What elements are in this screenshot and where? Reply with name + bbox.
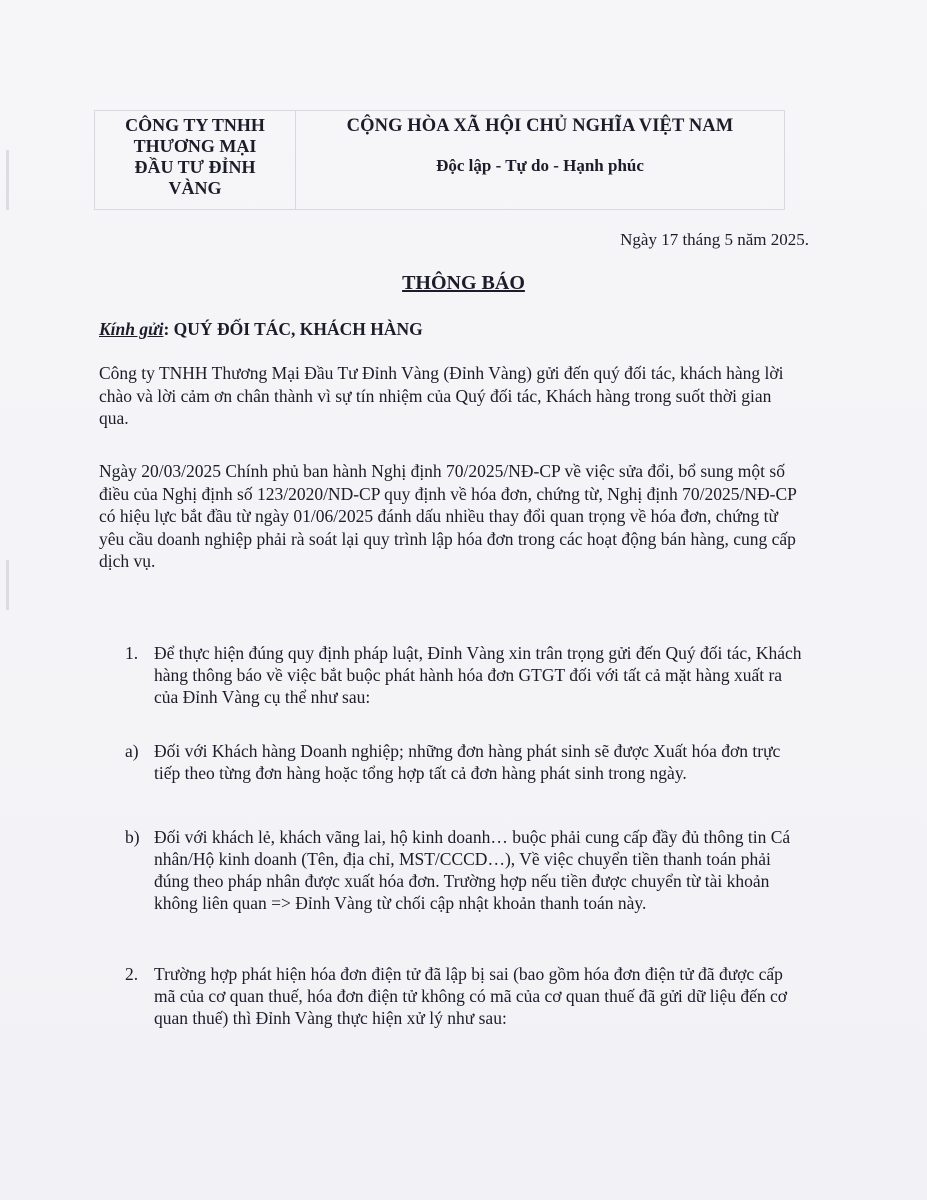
decree-paragraph: Ngày 20/03/2025 Chính phủ ban hành Nghị định 70/2025/NĐ-CP về việc sửa đổi, bổ sung một số điều của Nghị định số 123/2020/ND-CP quy định về hóa đơn, chứng từ, Nghị định 70/2025/NĐ-CP có hiệu lực bắt đầu từ ngày 01/06/2025 đánh dấu nhiều thay đổi quan trọng về hóa đơn, chứng từ yêu cầu doanh nghiệp phải rà soát lại quy trình lập hóa đơn trong các hoạt động bán hàng, cung cấp dịch vụ. xyxy=(99,461,797,571)
salutation-label: Kính gửi xyxy=(99,319,164,339)
list-marker: 2. xyxy=(125,964,139,984)
nation-title: CỘNG HÒA XÃ HỘI CHỦ NGHĨA VIỆT NAM xyxy=(346,116,734,136)
salutation-recipient: : QUÝ ĐỐI TÁC, KHÁCH HÀNG xyxy=(163,319,423,339)
national-motto: Độc lập - Tự do - Hạnh phúc xyxy=(436,156,644,175)
list-marker: 1. xyxy=(125,643,139,663)
list-marker: b) xyxy=(125,827,140,847)
list-item xyxy=(125,740,805,784)
document-header xyxy=(94,110,785,210)
company-name xyxy=(95,111,296,209)
document-title: THÔNG BÁO xyxy=(402,272,525,294)
salutation xyxy=(99,319,423,340)
intro-paragraph: Công ty TNHH Thương Mại Đầu Tư Đỉnh Vàng (Đỉnh Vàng) gửi đến quý đối tác, khách hàng lời chào và lời cảm ơn chân thành vì sự tín nhiệm của Quý đối tác, Khách hàng trong suốt thời gian qua. xyxy=(99,363,784,428)
document-date: Ngày 17 tháng 5 năm 2025. xyxy=(620,230,809,249)
national-heading xyxy=(296,111,784,209)
list-item-text: Đối với Khách hàng Doanh nghiệp; những đơn hàng phát sinh sẽ được Xuất hóa đơn trực tiếp theo từng đơn hàng hoặc tổng hợp tất cả đơn hàng phát sinh trong ngày. xyxy=(154,741,781,783)
list-marker: a) xyxy=(125,741,139,761)
scan-edge-mark xyxy=(6,150,9,210)
list-item xyxy=(125,963,805,1029)
company-name-line: THƯƠNG MẠI xyxy=(133,136,257,156)
list-item xyxy=(125,826,805,914)
list-item xyxy=(125,642,805,708)
list-item-text: Để thực hiện đúng quy định pháp luật, Đỉnh Vàng xin trân trọng gửi đến Quý đối tác, Khách hàng thông báo về việc bắt buộc phát hành hóa đơn GTGT đối với tất cả mặt hàng xuất ra của Đỉnh Vàng cụ thể như sau: xyxy=(154,643,802,707)
company-name-line: CÔNG TY TNHH xyxy=(125,115,265,135)
scan-edge-mark xyxy=(6,560,9,610)
company-name-line: VÀNG xyxy=(168,178,222,198)
company-name-line: ĐẦU TƯ ĐỈNH xyxy=(134,157,256,177)
list-item-text: Đối với khách lẻ, khách vãng lai, hộ kinh doanh… buộc phải cung cấp đầy đủ thông tin Cá nhân/Hộ kinh doanh (Tên, địa chỉ, MST/CCCD…), Về việc chuyển tiền thanh toán phải đúng theo pháp nhân được xuất hóa đơn. Trường hợp nếu tiền được chuyển từ tài khoản không liên quan => Đỉnh Vàng từ chối cập nhật khoản thanh toán này. xyxy=(154,827,791,913)
list-item-text: Trường hợp phát hiện hóa đơn điện tử đã lập bị sai (bao gồm hóa đơn điện tử đã được cấp mã của cơ quan thuế, hóa đơn điện tử không có mã của cơ quan thuế đã gửi dữ liệu đến cơ quan thuế) thì Đỉnh Vàng thực hiện xử lý như sau: xyxy=(154,964,788,1028)
